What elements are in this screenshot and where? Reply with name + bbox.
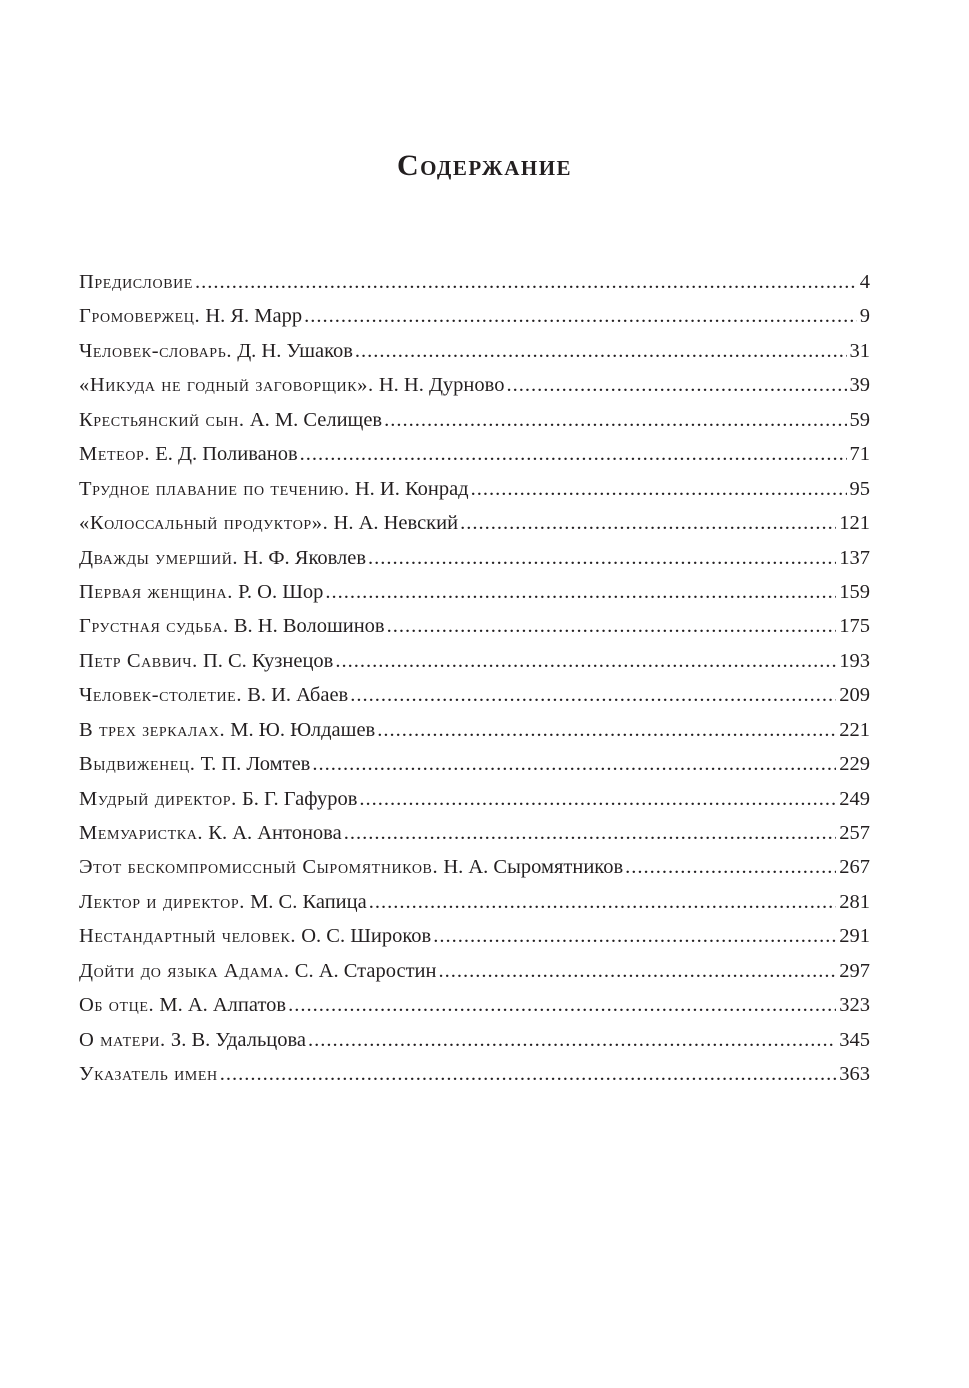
toc-entry-page-number: 257 (839, 822, 870, 844)
toc-entry-person: В. И. Абаев (247, 684, 349, 707)
toc-entry (79, 472, 870, 506)
toc-entry-person: М. Ю. Юлдашев (230, 718, 376, 741)
dot-leader (471, 472, 847, 506)
toc-entry-page-number: 209 (839, 684, 870, 707)
toc-entry-title (79, 850, 625, 884)
toc-entry (79, 575, 870, 609)
toc-entry-title (79, 782, 359, 816)
toc-entry-page-number: 249 (839, 787, 870, 810)
toc-entry-title (79, 678, 350, 712)
toc-entry-person: Н. А. Сыромятников (443, 856, 624, 879)
toc-entry (79, 403, 870, 437)
table-of-contents (79, 265, 870, 1092)
toc-entry-title (79, 437, 300, 471)
toc-entry-page-number: 281 (839, 890, 870, 913)
dot-leader (344, 816, 837, 850)
toc-entry (79, 782, 870, 816)
toc-entry-topic: Человек-словарь. (79, 339, 233, 362)
toc-entry-title (79, 334, 355, 368)
toc-entry-title (79, 713, 377, 747)
toc-entry-page-number: 267 (839, 856, 870, 879)
toc-entry-page-number: 363 (839, 1063, 870, 1086)
toc-entry-person: М. С. Капица (250, 890, 367, 913)
dot-leader (460, 506, 836, 540)
toc-entry (79, 299, 870, 333)
toc-entry-title (79, 575, 325, 609)
toc-entry-page-number: 95 (849, 477, 870, 500)
toc-entry (79, 437, 870, 471)
toc-entry-page-number: 121 (839, 512, 870, 535)
toc-entry-page-number: 221 (839, 718, 870, 741)
toc-entry-topic: «Колоссальный продуктор». (79, 512, 329, 535)
toc-entry-title (79, 988, 288, 1022)
toc-entry-person: П. С. Кузнецов (202, 649, 334, 672)
toc-entry-title (79, 265, 195, 299)
dot-leader (439, 954, 837, 988)
toc-entry-page-number: 39 (849, 374, 870, 397)
toc-entry (79, 678, 870, 712)
toc-entry-topic: Указатель имен (79, 1063, 218, 1086)
toc-entry-person: З. В. Удальцова (170, 1028, 307, 1051)
toc-entry-topic: В трех зеркалах. (79, 718, 226, 741)
toc-entry-page-number: 297 (839, 959, 870, 982)
toc-entry-page-number: 175 (839, 615, 870, 638)
toc-entry-topic: Человек-столетие. (79, 684, 243, 707)
toc-entry-topic: Грустная судьба. (79, 615, 229, 638)
toc-entry-person: Р. О. Шор (238, 580, 324, 603)
toc-entry-topic: Громовержец. (79, 305, 201, 328)
toc-entry-topic: Петр Саввич. (79, 649, 198, 672)
toc-entry-topic: Метеор. (79, 443, 151, 466)
toc-entry (79, 816, 870, 850)
toc-entry-title (79, 299, 304, 333)
toc-entry-title (79, 885, 369, 919)
dot-leader (377, 713, 836, 747)
dot-leader (325, 575, 836, 609)
toc-entry-title (79, 1057, 220, 1091)
dot-leader (433, 919, 836, 953)
toc-entry-page-number: 229 (839, 753, 870, 776)
toc-entry-person: Д. Н. Ушаков (237, 339, 353, 362)
toc-entry-person: О. С. Широков (301, 925, 432, 948)
dot-leader (384, 403, 846, 437)
toc-entry-title (79, 747, 312, 781)
toc-entry-page-number: 345 (839, 1028, 870, 1051)
toc-entry-page-number: 9 (859, 305, 870, 328)
toc-entry-title (79, 403, 384, 437)
toc-entry (79, 506, 870, 540)
toc-entry-topic: Крестьянский сын. (79, 408, 245, 431)
toc-entry-topic: Лектор и директор. (79, 890, 245, 913)
toc-entry (79, 368, 870, 402)
toc-entry-topic: Дойти до языка Адама. (79, 959, 290, 982)
toc-entry (79, 644, 870, 678)
toc-entry-title (79, 368, 506, 402)
toc-entry-title (79, 506, 460, 540)
toc-entry-person: Б. Г. Гафуров (241, 787, 358, 810)
toc-entry-person: Н. И. Конрад (354, 477, 469, 500)
dot-leader (220, 1057, 837, 1091)
toc-entry-topic: Этот бескомпромиссный Сыромятников. (79, 856, 439, 879)
toc-entry-topic: Об отце. (79, 994, 155, 1017)
toc-entry-title (79, 954, 439, 988)
dot-leader (350, 678, 836, 712)
toc-entry (79, 334, 870, 368)
dot-leader (369, 885, 837, 919)
toc-entry-person: Н. Н. Дурново (378, 374, 505, 397)
toc-entry-title (79, 919, 433, 953)
dot-leader (304, 299, 857, 333)
toc-entry (79, 919, 870, 953)
dot-leader (335, 644, 836, 678)
toc-entry-title (79, 1023, 308, 1057)
dot-leader (308, 1023, 836, 1057)
dot-leader (288, 988, 836, 1022)
toc-entry-topic: Дважды умерший. (79, 546, 239, 569)
toc-entry-page-number: 71 (849, 443, 870, 466)
toc-entry-person: А. М. Селищев (249, 408, 383, 431)
toc-entry-title (79, 644, 335, 678)
toc-entry-title (79, 541, 368, 575)
toc-entry-person: Е. Д. Поливанов (155, 443, 298, 466)
toc-entry-person: С. А. Старостин (294, 959, 437, 982)
dot-leader (355, 334, 847, 368)
toc-entry (79, 541, 870, 575)
toc-entry-page-number: 193 (839, 649, 870, 672)
toc-entry (79, 265, 870, 299)
toc-entry-page-number: 159 (839, 580, 870, 603)
toc-entry-page-number: 59 (849, 408, 870, 431)
toc-entry-topic: Первая женщина. (79, 580, 233, 603)
toc-entry-person: Н. А. Невский (333, 512, 459, 535)
toc-entry (79, 954, 870, 988)
dot-leader (387, 609, 837, 643)
toc-entry-topic: Мемуаристка. (79, 822, 204, 844)
toc-entry-person: Т. П. Ломтев (200, 753, 311, 776)
toc-entry-person: Н. Я. Марр (205, 305, 303, 328)
toc-entry (79, 713, 870, 747)
toc-entry-person: В. Н. Волошинов (233, 615, 385, 638)
dot-leader (359, 782, 836, 816)
dot-leader (195, 265, 857, 299)
page-title: Содержание (396, 149, 573, 183)
toc-entry-topic: Предисловие (79, 271, 193, 293)
toc-entry-topic: Выдвиженец. (79, 753, 196, 776)
toc-entry (79, 850, 870, 884)
dot-leader (312, 747, 836, 781)
toc-entry (79, 747, 870, 781)
toc-entry-person: К. А. Антонова (208, 822, 342, 844)
toc-entry-page-number: 291 (839, 925, 870, 948)
toc-entry-topic: «Никуда не годный заговорщик». (79, 374, 374, 397)
toc-entry-page-number: 323 (839, 994, 870, 1017)
toc-entry-page-number: 31 (849, 339, 870, 362)
dot-leader (368, 541, 836, 575)
toc-entry-title (79, 609, 387, 643)
toc-entry (79, 1057, 870, 1091)
toc-entry-topic: Мудрый директор. (79, 787, 237, 810)
dot-leader (506, 368, 846, 402)
toc-entry-topic: Нестандартный человек. (79, 925, 297, 948)
toc-entry-title (79, 816, 344, 850)
toc-entry-page-number: 4 (859, 271, 870, 293)
toc-entry-topic: О матери. (79, 1028, 166, 1051)
toc-entry-page-number: 137 (839, 546, 870, 569)
toc-entry-topic: Трудное плавание по течению. (79, 477, 350, 500)
toc-entry (79, 885, 870, 919)
toc-entry (79, 988, 870, 1022)
toc-entry (79, 1023, 870, 1057)
dot-leader (625, 850, 836, 884)
toc-entry-person: М. А. Алпатов (159, 994, 287, 1017)
toc-entry-title (79, 472, 471, 506)
toc-entry (79, 609, 870, 643)
dot-leader (300, 437, 847, 471)
toc-entry-person: Н. Ф. Яковлев (243, 546, 367, 569)
